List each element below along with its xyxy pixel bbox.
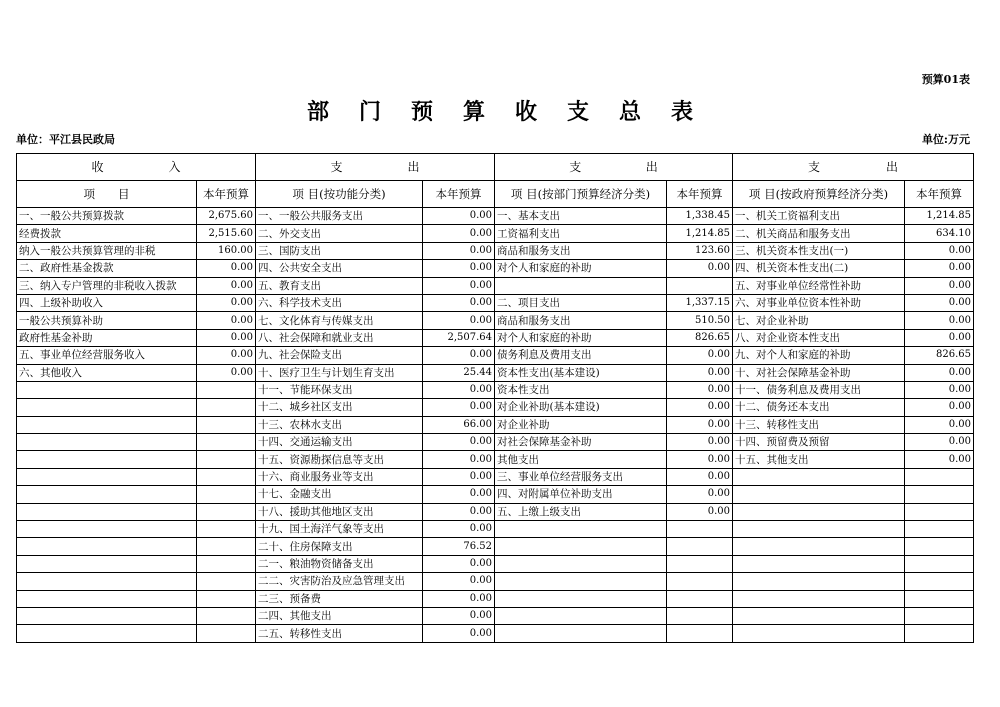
function-item-cell: 七、文化体育与传媒支出 bbox=[256, 312, 423, 329]
government-item-cell bbox=[733, 486, 905, 503]
government-item-cell: 四、机关资本性支出(二) bbox=[733, 260, 905, 277]
function-item-cell: 十一、节能环保支出 bbox=[256, 381, 423, 398]
government-amount-cell bbox=[905, 607, 974, 624]
department-amount-cell: 0.00 bbox=[667, 260, 733, 277]
government-item-cell: 五、对事业单位经常性补助 bbox=[733, 277, 905, 294]
income-item-cell: 政府性基金补助 bbox=[17, 329, 197, 346]
government-item-cell: 九、对个人和家庭的补助 bbox=[733, 347, 905, 364]
function-amount-cell: 0.00 bbox=[423, 277, 495, 294]
income-amount-cell bbox=[197, 555, 256, 572]
function-item-cell: 十七、金融支出 bbox=[256, 486, 423, 503]
department-item-cell: 商品和服务支出 bbox=[495, 312, 667, 329]
table-row bbox=[17, 521, 974, 538]
function-item-cell: 二三、预备费 bbox=[256, 590, 423, 607]
department-item-cell bbox=[495, 590, 667, 607]
department-amount-cell bbox=[667, 607, 733, 624]
department-amount-cell: 0.00 bbox=[667, 364, 733, 381]
function-amount-cell: 0.00 bbox=[423, 573, 495, 590]
function-item-cell: 十六、商业服务业等支出 bbox=[256, 468, 423, 485]
function-item-cell: 十四、交通运输支出 bbox=[256, 434, 423, 451]
table-row bbox=[17, 242, 974, 259]
government-item-cell bbox=[733, 555, 905, 572]
department-amount-cell: 0.00 bbox=[667, 381, 733, 398]
government-amount-cell: 0.00 bbox=[905, 399, 974, 416]
government-amount-cell: 0.00 bbox=[905, 434, 974, 451]
department-amount-cell: 0.00 bbox=[667, 451, 733, 468]
income-amount-cell bbox=[197, 503, 256, 520]
income-item-cell: 五、事业单位经营服务收入 bbox=[17, 347, 197, 364]
function-amount-cell: 0.00 bbox=[423, 451, 495, 468]
government-amount-cell bbox=[905, 521, 974, 538]
government-amount-cell bbox=[905, 625, 974, 642]
income-amount-cell bbox=[197, 416, 256, 433]
function-amount-cell: 0.00 bbox=[423, 294, 495, 311]
government-item-cell bbox=[733, 607, 905, 624]
government-amount-cell bbox=[905, 590, 974, 607]
government-item-cell bbox=[733, 573, 905, 590]
table-row bbox=[17, 381, 974, 398]
government-amount-cell: 634.10 bbox=[905, 225, 974, 242]
department-amount-cell: 0.00 bbox=[667, 347, 733, 364]
page-title: 部门预算收支总表 bbox=[306, 99, 723, 125]
department-item-cell: 对个人和家庭的补助 bbox=[495, 329, 667, 346]
table-row bbox=[17, 260, 974, 277]
income-item-cell: 一般公共预算补助 bbox=[17, 312, 197, 329]
department-item-cell: 对个人和家庭的补助 bbox=[495, 260, 667, 277]
function-item-cell: 二五、转移性支出 bbox=[256, 625, 423, 642]
income-amount-cell: 0.00 bbox=[197, 260, 256, 277]
table-row bbox=[17, 573, 974, 590]
function-item-cell: 二一、粮油物资储备支出 bbox=[256, 555, 423, 572]
function-item-cell: 十八、援助其他地区支出 bbox=[256, 503, 423, 520]
government-amount-cell: 0.00 bbox=[905, 277, 974, 294]
income-item-cell bbox=[17, 399, 197, 416]
function-amount-cell: 0.00 bbox=[423, 521, 495, 538]
government-item-cell: 三、机关资本性支出(一) bbox=[733, 242, 905, 259]
function-amount-cell: 0.00 bbox=[423, 260, 495, 277]
department-amount-cell: 0.00 bbox=[667, 468, 733, 485]
column-header-row bbox=[17, 181, 974, 208]
department-amount-cell: 1,338.45 bbox=[667, 208, 733, 225]
department-item-cell bbox=[495, 555, 667, 572]
government-item-cell bbox=[733, 468, 905, 485]
income-amount-cell bbox=[197, 538, 256, 555]
income-amount-cell bbox=[197, 381, 256, 398]
department-item-cell bbox=[495, 521, 667, 538]
government-item-cell: 一、机关工资福利支出 bbox=[733, 208, 905, 225]
income-amount-cell: 0.00 bbox=[197, 329, 256, 346]
function-item-cell: 三、国防支出 bbox=[256, 242, 423, 259]
table-row bbox=[17, 451, 974, 468]
government-amount-cell: 826.65 bbox=[905, 347, 974, 364]
function-amount-cell: 0.00 bbox=[423, 607, 495, 624]
government-amount-cell: 0.00 bbox=[905, 381, 974, 398]
table-row bbox=[17, 277, 974, 294]
income-item-cell bbox=[17, 486, 197, 503]
table-row bbox=[17, 208, 974, 225]
department-item-cell: 债务利息及费用支出 bbox=[495, 347, 667, 364]
table-row bbox=[17, 625, 974, 642]
department-amount-cell bbox=[667, 521, 733, 538]
table-row bbox=[17, 399, 974, 416]
government-item-cell bbox=[733, 521, 905, 538]
government-amount-cell bbox=[905, 538, 974, 555]
income-amount-cell bbox=[197, 434, 256, 451]
function-amount-cell: 0.00 bbox=[423, 312, 495, 329]
income-item-cell bbox=[17, 573, 197, 590]
government-item-cell bbox=[733, 625, 905, 642]
government-item-cell: 十四、预留费及预留 bbox=[733, 434, 905, 451]
government-amount-cell bbox=[905, 486, 974, 503]
function-item-cell: 八、社会保障和就业支出 bbox=[256, 329, 423, 346]
department-amount-cell bbox=[667, 555, 733, 572]
table-row bbox=[17, 225, 974, 242]
income-item-cell bbox=[17, 521, 197, 538]
income-amount-cell bbox=[197, 468, 256, 485]
income-item-cell bbox=[17, 434, 197, 451]
function-amount-cell: 2,507.64 bbox=[423, 329, 495, 346]
income-amount-cell bbox=[197, 590, 256, 607]
income-item-cell: 四、上级补助收入 bbox=[17, 294, 197, 311]
income-amount-cell: 0.00 bbox=[197, 277, 256, 294]
function-amount-cell: 0.00 bbox=[423, 225, 495, 242]
income-item-cell bbox=[17, 468, 197, 485]
department-item-cell: 工资福利支出 bbox=[495, 225, 667, 242]
income-amount-cell bbox=[197, 521, 256, 538]
department-amount-cell: 826.65 bbox=[667, 329, 733, 346]
income-item-cell bbox=[17, 451, 197, 468]
income-item-cell: 经费拨款 bbox=[17, 225, 197, 242]
income-amount-cell: 2,675.60 bbox=[197, 208, 256, 225]
function-amount-cell: 66.00 bbox=[423, 416, 495, 433]
function-amount-cell: 0.00 bbox=[423, 347, 495, 364]
government-amount-cell bbox=[905, 555, 974, 572]
government-amount-cell: 0.00 bbox=[905, 329, 974, 346]
group-expense-function: 支 出 bbox=[256, 154, 495, 181]
department-item-cell: 对企业补助 bbox=[495, 416, 667, 433]
function-item-cell: 一、一般公共服务支出 bbox=[256, 208, 423, 225]
department-amount-cell: 1,214.85 bbox=[667, 225, 733, 242]
function-amount-cell: 0.00 bbox=[423, 503, 495, 520]
table-row bbox=[17, 538, 974, 555]
function-amount-cell: 0.00 bbox=[423, 468, 495, 485]
income-amount-cell: 160.00 bbox=[197, 242, 256, 259]
department-item-cell: 商品和服务支出 bbox=[495, 242, 667, 259]
budget-table bbox=[16, 153, 974, 643]
government-amount-cell: 0.00 bbox=[905, 242, 974, 259]
header-amount: 本年预算 bbox=[197, 181, 256, 208]
table-row bbox=[17, 555, 974, 572]
department-amount-cell bbox=[667, 590, 733, 607]
function-amount-cell: 0.00 bbox=[423, 242, 495, 259]
function-item-cell: 十二、城乡社区支出 bbox=[256, 399, 423, 416]
income-item-cell bbox=[17, 503, 197, 520]
department-item-cell: 资本性支出(基本建设) bbox=[495, 364, 667, 381]
function-item-cell: 十五、资源勘探信息等支出 bbox=[256, 451, 423, 468]
income-item-cell bbox=[17, 607, 197, 624]
government-item-cell bbox=[733, 538, 905, 555]
function-item-cell: 六、科学技术支出 bbox=[256, 294, 423, 311]
function-item-cell: 十三、农林水支出 bbox=[256, 416, 423, 433]
government-amount-cell: 0.00 bbox=[905, 451, 974, 468]
function-item-cell: 十九、国土海洋气象等支出 bbox=[256, 521, 423, 538]
government-item-cell: 八、对企业资本性支出 bbox=[733, 329, 905, 346]
function-amount-cell: 0.00 bbox=[423, 555, 495, 572]
income-item-cell: 一、一般公共预算拨款 bbox=[17, 208, 197, 225]
department-amount-cell: 1,337.15 bbox=[667, 294, 733, 311]
income-item-cell bbox=[17, 590, 197, 607]
table-row bbox=[17, 347, 974, 364]
function-amount-cell: 0.00 bbox=[423, 208, 495, 225]
group-income: 收 入 bbox=[17, 154, 256, 181]
function-amount-cell: 0.00 bbox=[423, 399, 495, 416]
function-item-cell: 二十、住房保障支出 bbox=[256, 538, 423, 555]
function-amount-cell: 0.00 bbox=[423, 590, 495, 607]
table-row bbox=[17, 590, 974, 607]
government-amount-cell bbox=[905, 503, 974, 520]
function-item-cell: 九、社会保险支出 bbox=[256, 347, 423, 364]
department-item-cell: 其他支出 bbox=[495, 451, 667, 468]
group-expense-government: 支 出 bbox=[733, 154, 974, 181]
government-amount-cell bbox=[905, 573, 974, 590]
government-item-cell: 十五、其他支出 bbox=[733, 451, 905, 468]
function-amount-cell: 0.00 bbox=[423, 625, 495, 642]
income-item-cell bbox=[17, 416, 197, 433]
department-amount-cell: 123.60 bbox=[667, 242, 733, 259]
department-item-cell: 一、基本支出 bbox=[495, 208, 667, 225]
income-item-cell: 二、政府性基金拨款 bbox=[17, 260, 197, 277]
table-row bbox=[17, 486, 974, 503]
government-amount-cell: 0.00 bbox=[905, 364, 974, 381]
government-amount-cell: 0.00 bbox=[905, 260, 974, 277]
department-item-cell: 对社会保障基金补助 bbox=[495, 434, 667, 451]
function-item-cell: 五、教育支出 bbox=[256, 277, 423, 294]
department-amount-cell: 0.00 bbox=[667, 434, 733, 451]
department-amount-cell: 0.00 bbox=[667, 416, 733, 433]
function-amount-cell: 25.44 bbox=[423, 364, 495, 381]
header-amount: 本年预算 bbox=[905, 181, 974, 208]
income-amount-cell bbox=[197, 451, 256, 468]
table-row bbox=[17, 329, 974, 346]
table-row bbox=[17, 416, 974, 433]
income-amount-cell: 0.00 bbox=[197, 364, 256, 381]
group-expense-department: 支 出 bbox=[495, 154, 733, 181]
government-item-cell: 十二、债务还本支出 bbox=[733, 399, 905, 416]
income-amount-cell: 0.00 bbox=[197, 347, 256, 364]
form-code: 预算01表 bbox=[921, 73, 970, 86]
income-item-cell bbox=[17, 625, 197, 642]
income-amount-cell bbox=[197, 607, 256, 624]
department-item-cell: 资本性支出 bbox=[495, 381, 667, 398]
department-item-cell: 四、对附属单位补助支出 bbox=[495, 486, 667, 503]
currency-unit-label: 单位:万元 bbox=[921, 133, 970, 146]
header-department-item: 项 目(按部门预算经济分类) bbox=[495, 181, 667, 208]
department-item-cell bbox=[495, 573, 667, 590]
department-amount-cell bbox=[667, 277, 733, 294]
government-item-cell: 十、对社会保障基金补助 bbox=[733, 364, 905, 381]
department-item-cell bbox=[495, 538, 667, 555]
table-row bbox=[17, 607, 974, 624]
income-item-cell bbox=[17, 555, 197, 572]
income-item-cell: 纳入一般公共预算管理的非税 bbox=[17, 242, 197, 259]
income-amount-cell: 0.00 bbox=[197, 294, 256, 311]
department-item-cell: 三、事业单位经营服务支出 bbox=[495, 468, 667, 485]
department-item-cell bbox=[495, 607, 667, 624]
table-row bbox=[17, 503, 974, 520]
department-amount-cell bbox=[667, 573, 733, 590]
table-row bbox=[17, 294, 974, 311]
group-header-row bbox=[17, 154, 974, 181]
header-amount: 本年预算 bbox=[423, 181, 495, 208]
government-item-cell bbox=[733, 590, 905, 607]
income-item-cell bbox=[17, 381, 197, 398]
table-row bbox=[17, 364, 974, 381]
function-item-cell: 二二、灾害防治及应急管理支出 bbox=[256, 573, 423, 590]
department-item-cell: 五、上缴上级支出 bbox=[495, 503, 667, 520]
department-item-cell: 二、项目支出 bbox=[495, 294, 667, 311]
department-amount-cell: 0.00 bbox=[667, 486, 733, 503]
government-item-cell: 七、对企业补助 bbox=[733, 312, 905, 329]
government-amount-cell bbox=[905, 468, 974, 485]
function-amount-cell: 0.00 bbox=[423, 434, 495, 451]
government-amount-cell: 0.00 bbox=[905, 294, 974, 311]
income-amount-cell bbox=[197, 399, 256, 416]
income-amount-cell bbox=[197, 573, 256, 590]
department-item-cell bbox=[495, 625, 667, 642]
unit-label: 单位：平江县民政局 bbox=[16, 133, 115, 146]
income-amount-cell: 0.00 bbox=[197, 312, 256, 329]
function-amount-cell: 0.00 bbox=[423, 381, 495, 398]
department-item-cell bbox=[495, 277, 667, 294]
department-amount-cell: 0.00 bbox=[667, 399, 733, 416]
government-item-cell: 二、机关商品和服务支出 bbox=[733, 225, 905, 242]
table-row bbox=[17, 468, 974, 485]
header-function-item: 项 目(按功能分类) bbox=[256, 181, 423, 208]
function-amount-cell: 0.00 bbox=[423, 486, 495, 503]
government-amount-cell: 0.00 bbox=[905, 416, 974, 433]
income-amount-cell: 2,515.60 bbox=[197, 225, 256, 242]
government-amount-cell: 1,214.85 bbox=[905, 208, 974, 225]
table-row bbox=[17, 312, 974, 329]
government-amount-cell: 0.00 bbox=[905, 312, 974, 329]
income-amount-cell bbox=[197, 625, 256, 642]
government-item-cell: 十一、债务利息及费用支出 bbox=[733, 381, 905, 398]
income-item-cell: 六、其他收入 bbox=[17, 364, 197, 381]
department-item-cell: 对企业补助(基本建设) bbox=[495, 399, 667, 416]
department-amount-cell: 0.00 bbox=[667, 503, 733, 520]
table-row bbox=[17, 434, 974, 451]
function-item-cell: 十、医疗卫生与计划生育支出 bbox=[256, 364, 423, 381]
header-income-item: 项 目 bbox=[17, 181, 197, 208]
income-amount-cell bbox=[197, 486, 256, 503]
income-item-cell bbox=[17, 538, 197, 555]
department-amount-cell bbox=[667, 538, 733, 555]
function-item-cell: 二四、其他支出 bbox=[256, 607, 423, 624]
department-amount-cell: 510.50 bbox=[667, 312, 733, 329]
government-item-cell: 六、对事业单位资本性补助 bbox=[733, 294, 905, 311]
function-item-cell: 二、外交支出 bbox=[256, 225, 423, 242]
government-item-cell: 十三、转移性支出 bbox=[733, 416, 905, 433]
header-government-item: 项 目(按政府预算经济分类) bbox=[733, 181, 905, 208]
function-item-cell: 四、公共安全支出 bbox=[256, 260, 423, 277]
function-amount-cell: 76.52 bbox=[423, 538, 495, 555]
header-amount: 本年预算 bbox=[667, 181, 733, 208]
government-item-cell bbox=[733, 503, 905, 520]
income-item-cell: 三、纳入专户管理的非税收入拨款 bbox=[17, 277, 197, 294]
department-amount-cell bbox=[667, 625, 733, 642]
